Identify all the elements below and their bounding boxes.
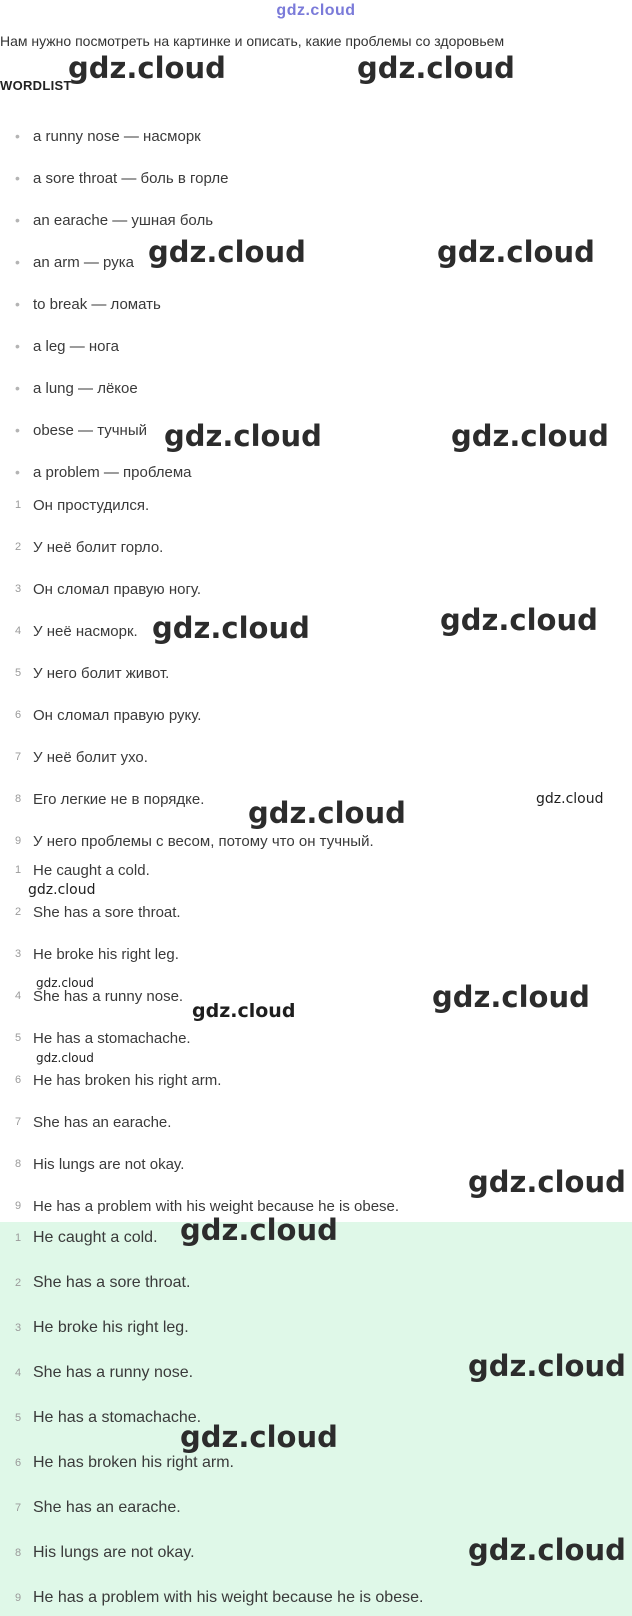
item-number: 8 [15,1158,22,1170]
wordlist-item [0,334,632,358]
watermark: gdz.cloud [164,419,322,453]
watermark: gdz.cloud [180,1420,338,1454]
item-number: 9 [15,1592,22,1604]
item-text: У него болит живот. [33,664,170,682]
wordlist-item [0,376,632,400]
bullet-icon: • [15,170,20,186]
english-sentence [0,1068,632,1092]
item-number: 2 [15,541,22,553]
item-text: Он простудился. [33,496,150,514]
item-number: 8 [15,1547,22,1559]
item-number: 6 [15,709,22,721]
item-number: 4 [15,990,22,1002]
wordlist-entry: to break — ломать [33,295,161,313]
bullet-icon: • [15,380,20,396]
item-number: 4 [15,1367,22,1379]
item-text: She has a sore throat. [33,903,181,921]
item-number: 6 [15,1457,22,1469]
item-number: 6 [15,1074,22,1086]
watermark: gdz.cloud [36,976,94,990]
watermark: gdz.cloud [180,1213,338,1247]
item-number: 2 [15,906,22,918]
bullet-icon: • [15,422,20,438]
bullet-icon: • [15,212,20,228]
item-text: He has a stomachache. [33,1409,202,1426]
item-text: His lungs are not okay. [33,1155,185,1173]
item-number: 1 [15,1232,22,1244]
item-number: 3 [15,583,22,595]
russian-sentence [0,829,632,853]
answer-sentence [0,1271,632,1295]
item-text: His lungs are not okay. [33,1544,195,1561]
bullet-icon: • [15,464,20,480]
item-number: 7 [15,1502,22,1514]
watermark: gdz.cloud [148,235,306,269]
item-text: У неё болит горло. [33,538,164,556]
item-number: 9 [15,835,22,847]
item-number: 3 [15,948,22,960]
russian-sentence [0,661,632,685]
wordlist-item [0,124,632,148]
watermark: gdz.cloud [432,980,590,1014]
watermark: gdz.cloud [248,796,406,830]
item-number: 7 [15,1116,22,1128]
answer-sentence [0,1451,632,1475]
wordlist-title: WORDLIST [0,78,72,93]
item-number: 5 [15,1412,22,1424]
item-text: He has a stomachache. [33,1029,191,1047]
answer-sentence [0,1316,632,1340]
english-sentence [0,1026,632,1050]
wordlist-entry: a sore throat — боль в горле [33,169,229,187]
bullet-icon: • [15,296,20,312]
watermark: gdz.cloud [468,1165,626,1199]
wordlist-entry: a lung — лёкое [33,379,138,397]
wordlist-item [0,292,632,316]
wordlist-entry: a leg — нога [33,337,119,355]
item-text: He has a problem with his weight because he is obese. [33,1197,400,1215]
item-text: He caught a cold. [33,861,150,879]
russian-sentence [0,577,632,601]
watermark: gdz.cloud [437,235,595,269]
item-text: Он сломал правую руку. [33,706,202,724]
item-number: 3 [15,1322,22,1334]
item-text: He broke his right leg. [33,945,179,963]
wordlist-entry: a problem — проблема [33,463,192,481]
item-text: She has an earache. [33,1113,172,1131]
wordlist-entry: a runny nose — насморк [33,127,201,145]
watermark: gdz.cloud [440,603,598,637]
site-logo[interactable]: gdz.cloud [276,2,356,19]
watermark: gdz.cloud [357,51,515,85]
item-number: 1 [15,499,22,511]
item-text: She has a sore throat. [33,1274,191,1291]
watermark: gdz.cloud [536,791,604,807]
watermark: gdz.cloud [28,882,96,898]
bullet-icon: • [15,254,20,270]
answer-sentence [0,1496,632,1520]
wordlist-entry: obese — тучный [33,421,148,439]
bullet-icon: • [15,128,20,144]
bullet-icon: • [15,338,20,354]
item-number: 4 [15,625,22,637]
item-number: 5 [15,667,22,679]
russian-sentence [0,535,632,559]
item-number: 7 [15,751,22,763]
item-text: He has broken his right arm. [33,1454,234,1471]
english-sentence [0,858,632,882]
item-number: 1 [15,864,22,876]
wordlist-item [0,166,632,190]
item-text: Он сломал правую ногу. [33,580,202,598]
english-sentence [0,1110,632,1134]
item-text: She has an earache. [33,1499,181,1516]
item-text: He broke his right leg. [33,1319,189,1336]
watermark: gdz.cloud [152,611,310,645]
russian-sentence [0,703,632,727]
item-text: She has a runny nose. [33,1364,194,1381]
russian-sentence [0,745,632,769]
watermark: gdz.cloud [451,419,609,453]
wordlist-entry: an arm — рука [33,253,134,271]
item-text: У него проблемы с весом, потому что он тучный. [33,832,374,850]
watermark: gdz.cloud [68,51,226,85]
item-number: 8 [15,793,22,805]
watermark: gdz.cloud [192,1000,296,1022]
item-number: 9 [15,1200,22,1212]
item-text: He has a problem with his weight because he is obese. [33,1589,424,1606]
item-text: He has broken his right arm. [33,1071,222,1089]
item-text: He caught a cold. [33,1229,158,1246]
item-text: She has a runny nose. [33,987,184,1005]
item-number: 2 [15,1277,22,1289]
wordlist-item [0,208,632,232]
wordlist-item [0,460,632,484]
intro-text: Нам нужно посмотреть на картинке и описать, какие проблемы со здоровьем [0,33,505,49]
watermark: gdz.cloud [468,1533,626,1567]
watermark: gdz.cloud [468,1349,626,1383]
english-sentence [0,900,632,924]
russian-sentence [0,493,632,517]
item-text: У неё насморк. [33,622,138,640]
answer-sentence [0,1586,632,1610]
english-sentence [0,942,632,966]
item-text: У неё болит ухо. [33,748,148,766]
watermark: gdz.cloud [36,1051,94,1065]
item-text: Его легкие не в порядке. [33,790,205,808]
item-number: 5 [15,1032,22,1044]
wordlist-entry: an earache — ушная боль [33,211,214,229]
